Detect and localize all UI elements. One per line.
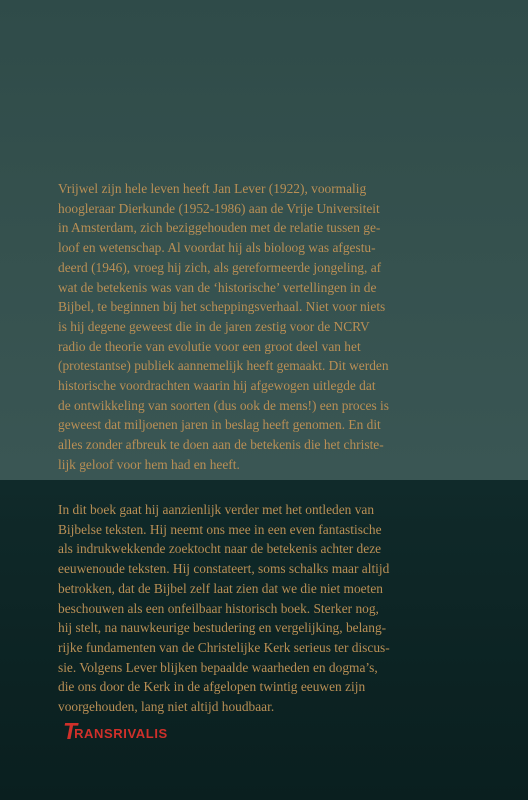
text-line: in Amsterdam, zich beziggehouden met de relatie tussen ge- <box>58 220 381 236</box>
blurb-paragraph-1 <box>58 179 478 475</box>
text-line: Vrijwel zijn hele leven heeft Jan Lever (1922), voormalig <box>58 181 367 196</box>
publisher-logo <box>63 719 168 743</box>
text-line: wat de betekenis was van de ‘historische’ vertellingen in de <box>58 279 377 295</box>
publisher-name: RANSRIVALIS <box>74 726 168 741</box>
text-line: als indrukwekkende zoektocht naar de betekenis achter deze <box>58 541 382 557</box>
text-line: hij stelt, na nauwkeurige bestudering en vergelijking, belang- <box>58 620 387 636</box>
text-line: voorgehouden, lang niet altijd houdbaar. <box>58 699 275 715</box>
text-line: die ons door de Kerk in de afgelopen twintig eeuwen zijn <box>58 679 366 695</box>
blurb-paragraph-2 <box>58 500 478 717</box>
text-line: Bijbelse teksten. Hij neemt ons mee in een even fantastische <box>58 521 382 537</box>
text-line: deerd (1946), vroeg hij zich, als gereformeerde jongeling, af <box>58 259 382 275</box>
text-line: rijke fundamenten van de Christelijke Kerk serieus ter discus- <box>58 639 390 655</box>
publisher-logo-mark: T <box>63 718 77 744</box>
text-line: radio de theorie van evolutie voor een groot deel van het <box>58 338 361 354</box>
text-line: lijk geloof voor hem had en heeft. <box>58 456 240 472</box>
text-line: Bijbel, te beginnen bij het scheppingsverhaal. Niet voor niets <box>58 299 386 315</box>
text-line: alles zonder afbreuk te doen aan de betekenis die het christe- <box>58 437 384 453</box>
text-line: geweest dat miljoenen jaren in beslag heeft genomen. En dit <box>58 417 381 433</box>
text-line: historische voordrachten waarin hij afgewogen uitlegde dat <box>58 378 376 394</box>
text-line: beschouwen als een onfeilbaar historisch boek. Sterker nog, <box>58 600 379 616</box>
text-line: betrokken, dat de Bijbel zelf laat zien dat we die niet moeten <box>58 580 383 596</box>
text-line: (protestantse) publiek aannemelijk heeft gemaakt. Dit werden <box>58 358 389 374</box>
text-line: eeuwenoude teksten. Hij constateert, soms schalks maar altijd <box>58 561 390 577</box>
text-line: loof en wetenschap. Al voordat hij als bioloog was afgestu- <box>58 240 376 256</box>
text-line: de ontwikkeling van soorten (dus ook de mens!) een proces is <box>58 397 389 413</box>
text-line: In dit boek gaat hij aanzienlijk verder met het ontleden van <box>58 502 375 517</box>
text-line: sie. Volgens Lever blijken bepaalde waarheden en dogma’s, <box>58 659 378 675</box>
text-line: hoogleraar Dierkunde (1952-1986) aan de Vrije Universiteit <box>58 200 380 216</box>
text-line: is hij degene geweest die in de jaren zestig voor de NCRV <box>58 318 370 334</box>
